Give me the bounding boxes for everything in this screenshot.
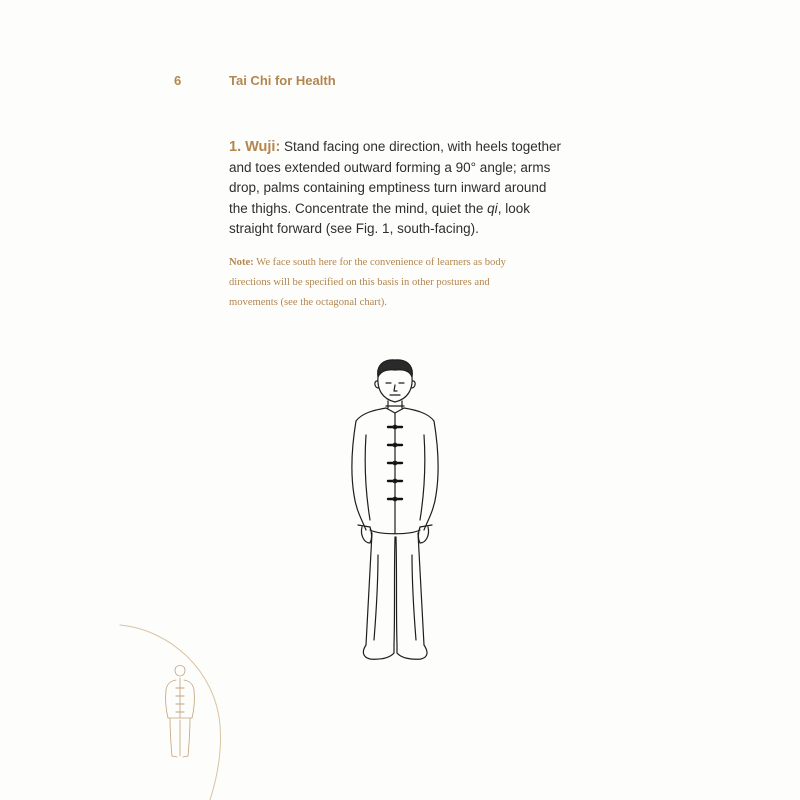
running-head: Tai Chi for Health <box>229 73 336 88</box>
thumbnail-figure-icon <box>166 666 195 758</box>
step-title: 1. Wuji: <box>229 139 281 155</box>
decorative-arc <box>120 625 221 800</box>
standing-figure-illustration <box>340 355 460 670</box>
step-paragraph <box>229 137 564 240</box>
corner-thumbnail-decoration <box>0 600 240 800</box>
page-number: 6 <box>174 73 182 88</box>
step-text-part2: , look straight forward (see Fig. 1, south-facing). <box>229 200 530 236</box>
note-text: We face south here for the convenience of learners as body directions will be specified on this basis in other postures and movements (see the octagonal chart). <box>229 257 506 308</box>
note-paragraph <box>229 253 539 313</box>
step-text-italic: qi <box>487 200 498 216</box>
note-label: Note: <box>229 257 254 268</box>
step-text-part1: Stand facing one direction, with heels together and toes extended outward forming a 90° angle; arms drop, palms containing emptiness turn inward around the thighs. Concentrate the mind, quiet the <box>229 139 561 216</box>
